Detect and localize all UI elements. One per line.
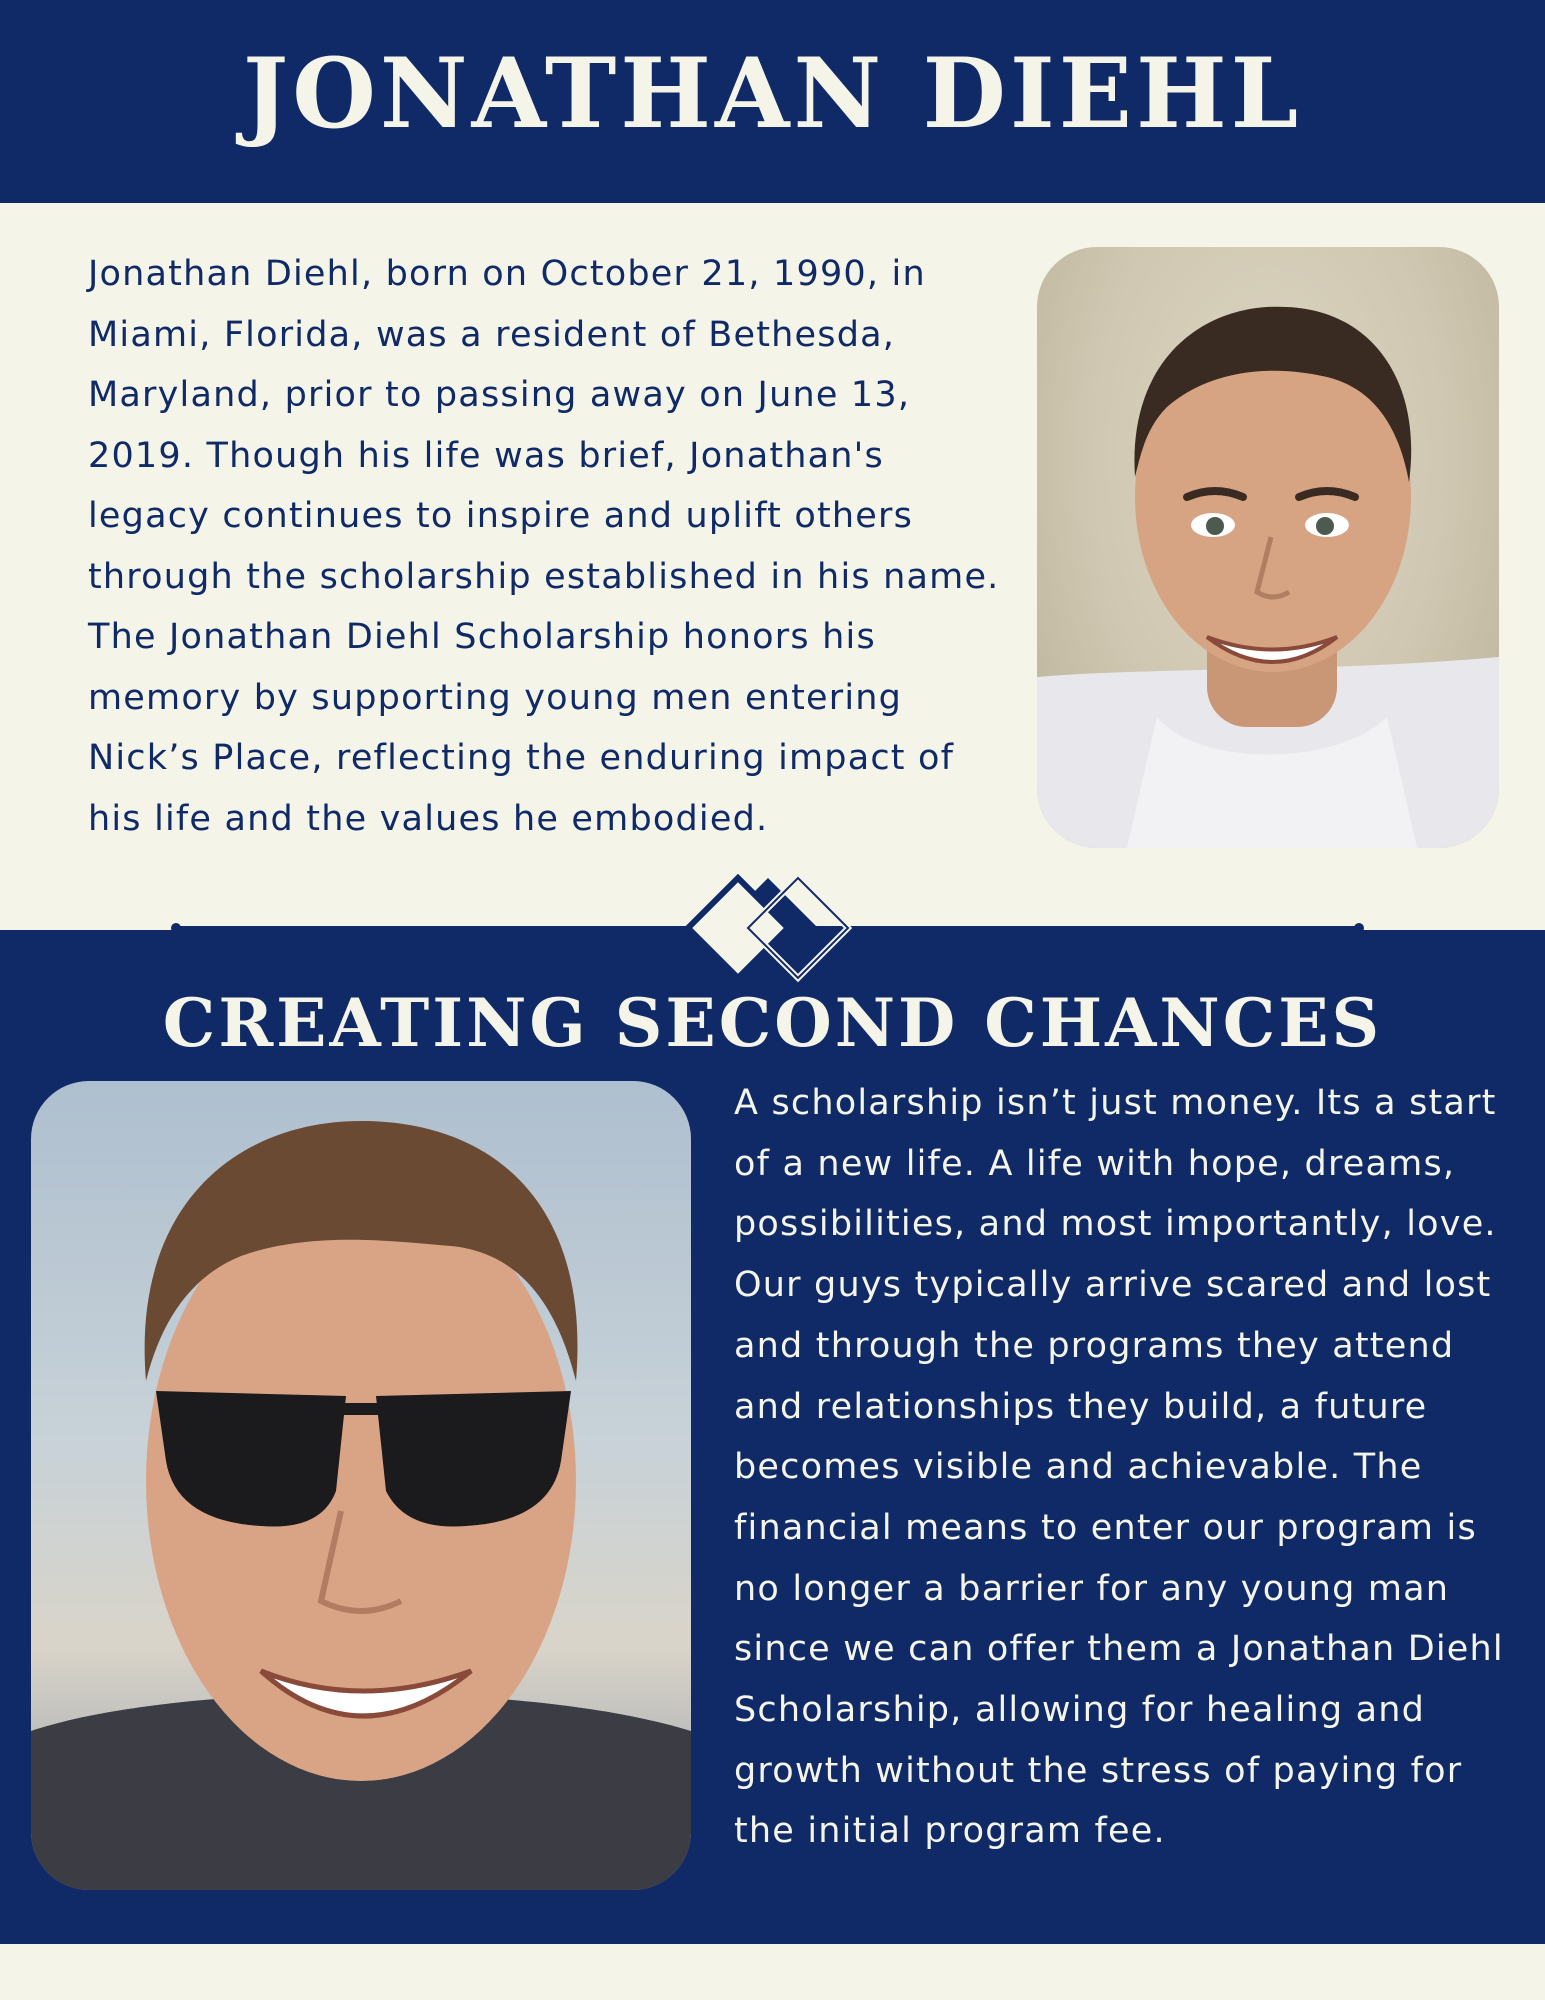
portrait-photo — [1037, 247, 1499, 848]
divider-ornament — [170, 868, 1365, 988]
portrait-illustration — [1037, 247, 1499, 848]
bio-paragraph: Jonathan Diehl, born on October 21, 1990, in Miami, Florida, was a resident of Bethesda, Maryland, prior to passing away on June 13, 2019. Though his life was brief, Jonathan's legacy continues to inspire and uplift others through the scholarship established in his name. The Jonathan Diehl Scholarship honors his memory by supporting young men entering Nick’s Place, reflecting the enduring impact of his life and the values he embodied. — [88, 254, 1000, 839]
scholarship-paragraph: A scholarship isn’t just money. Its a start of a new life. A life with hope, dreams, possibilities, and most importantly, love. Our guys typically arrive scared and lost and through the programs they attend and relationships they build, a future becomes visible and achievable. The financial means to enter our program is no longer a barrier for any young man since we can offer them a Jonathan Diehl Scholarship, allowing for healing and growth without the stress of paying for the initial program fee. — [734, 1083, 1504, 1852]
sunglasses-photo — [31, 1081, 691, 1890]
section-title: CREATING SECOND CHANCES — [162, 984, 1383, 1062]
sunglasses-illustration — [31, 1081, 691, 1890]
page-title: JONATHAN DIEHL — [242, 37, 1303, 150]
